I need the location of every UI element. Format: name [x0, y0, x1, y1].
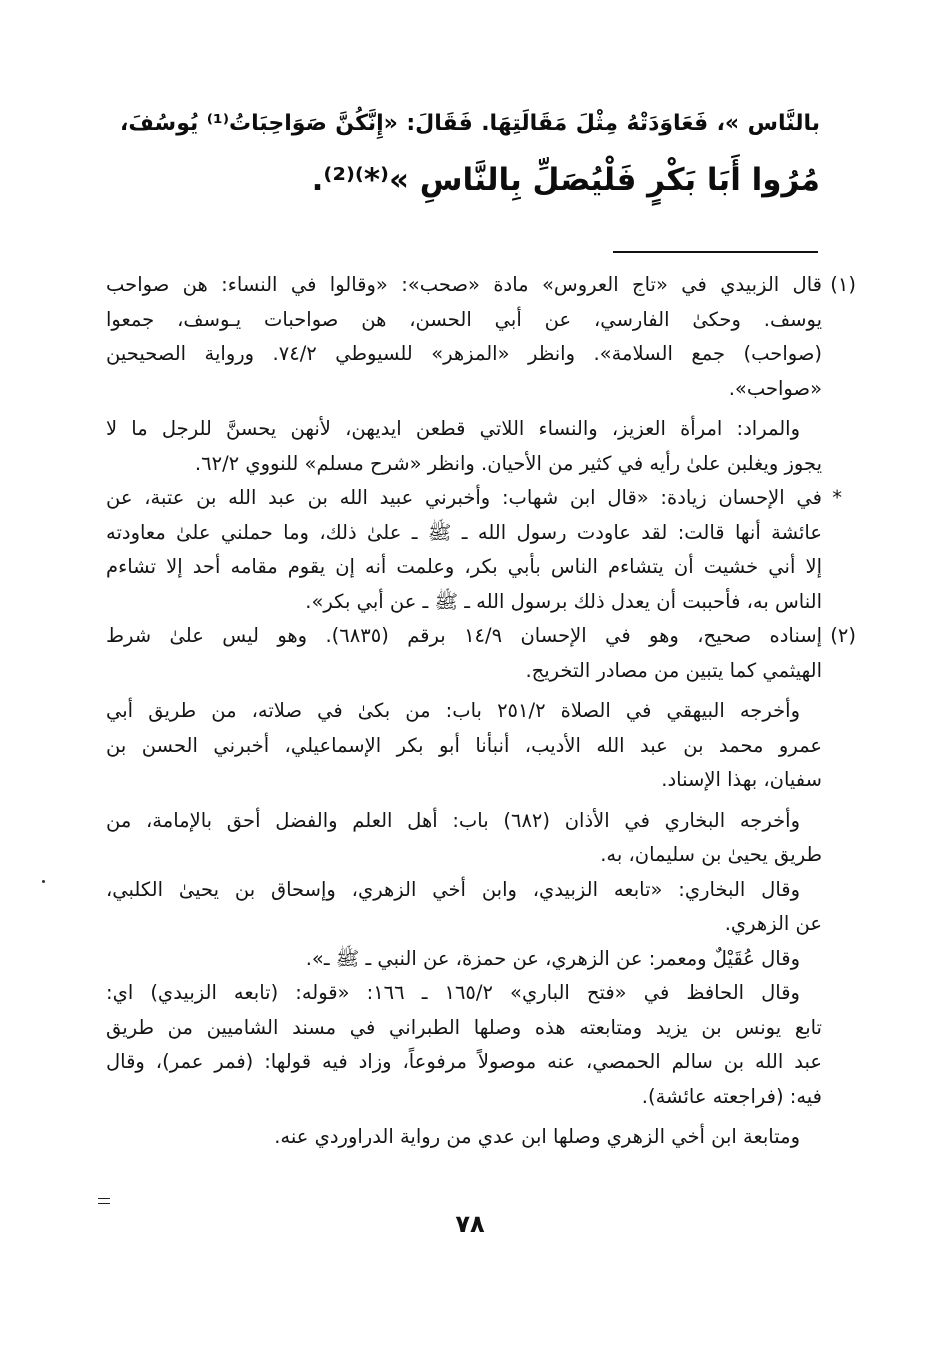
hafiz-line: وقال الحافظ في «فتح الباري» ١٦٥/٢ ـ ١٦٦: «قوله: (تابعه الزبيدي) اي:	[106, 981, 800, 1004]
bayhaqi-paragraph	[106, 694, 822, 798]
footnote-star-line: الناس به، فأحببت أن يعدل ذلك برسول الله ـ ﷺ ـ عن أبي بكر».	[305, 589, 822, 613]
mutabaa-paragraph	[106, 1120, 822, 1155]
main-text-line-2: مُرُوا أَبَا بَكْرٍ فَلْيُصَلِّ بِالنَّاسِ »⁽*⁾⁽²⁾.	[311, 162, 820, 198]
bukhari-said-line: وقال البخاري: «تابعه الزبيدي، وابن أخي الزهري، وإسحاق بن يحيىٰ الكلبي،	[106, 877, 800, 901]
mutabaa-line: ومتابعة ابن أخي الزهري وصلها ابن عدي من رواية الدراوردي عنه.	[274, 1125, 800, 1148]
bayhaqi-line: سفيان، بهذا الإسناد.	[661, 768, 822, 791]
hafiz-line: فيه: (فراجعته عائشة).	[641, 1084, 822, 1108]
footnote-star-line: في الإحسان زيادة: «قال ابن شهاب: وأخبرني عبيد الله بن عبد الله بن عتبة، عن	[106, 486, 822, 509]
bayhaqi-line: وأخرجه البيهقي في الصلاة ٢٥١/٢ باب: من بكىٰ في صلاته، من طريق أبي	[106, 699, 800, 722]
page-number: ٧٨	[455, 1210, 485, 1238]
footnotes	[106, 268, 856, 1155]
main-text	[120, 96, 820, 208]
bukhari-said-line: عن الزهري.	[724, 912, 822, 935]
footnote-star-line: عائشة أنها قالت: لقد عاودت رسول الله ـ ﷺ ـ علىٰ ذلك، وما حملني علىٰ معاودته	[106, 520, 822, 544]
footnote-star-mark: *	[832, 486, 842, 509]
uqayl-line: وقال عُقَيْلٌ ومعمر: عن الزهري، عن حمزة، عن النبي ـ ﷺ ـ».	[305, 946, 800, 970]
footnote-star	[106, 481, 842, 619]
margin-mark	[98, 1198, 110, 1204]
footnote-1-number: (١)	[830, 273, 856, 296]
explanation-line: والمراد: امرأة العزيز، والنساء اللاتي قطعن ايديهن، لأنهن يحسنَّ للرجل ما لا	[106, 417, 800, 440]
footnote-star-line: إلا أني خشيت أن يتشاءم الناس بأبي بكر، وعلمت أنه إن يقوم مقامه أحد إلا تشاءم	[106, 555, 822, 578]
hafiz-line: عبد الله بن سالم الحمصي، عنه موصولاً مرفوعاً، وزاد فيه قولها: (فمر عمر)، وقال	[106, 1050, 822, 1073]
footnote-1-line: «صواحب».	[728, 376, 822, 400]
footnote-2-line: إسناده صحيح، وهو في الإحسان ١٤/٩ برقم (٦٨٣٥). وهو ليس علىٰ شرط	[106, 624, 822, 647]
footnote-1-line: (صواحب) جمع السلامة». وانظر «المزهر» للسيوطي ٧٤/٢. ورواية الصحيحين	[106, 342, 822, 365]
uqayl-paragraph	[106, 942, 822, 977]
footnote-1-line: يوسف. وحكىٰ الفارسي، عن أبي الحسن، هن صواحبات يـوسف، جمعوا	[106, 307, 822, 331]
footnote-1	[106, 268, 856, 406]
hafiz-paragraph	[106, 976, 822, 1114]
footnote-2-line: الهيثمي كما يتبين من مصادر التخريج.	[525, 658, 822, 682]
main-text-line-1: بالنَّاس »، فَعَاوَدَتْهُ مِثْلَ مَقَالَتِهَا. فَقَالَ: «إِنَّكُنَّ صَوَاحِبَاتُ⁽¹⁾ يُوسُفَ،	[120, 111, 820, 136]
bayhaqi-line: عمرو محمد بن عبد الله الأديب، أنبأنا أبو بكر الإسماعيلي، أخبرني الحسن بن	[106, 733, 822, 757]
page-speck	[42, 880, 45, 883]
footnote-separator	[613, 251, 818, 253]
bukhari-line: طريق يحيىٰ بن سليمان، به.	[600, 843, 822, 866]
footnote-1-line: قال الزبيدي في «تاج العروس» مادة «صحب»: «وقالوا في النساء: هن صواحب	[106, 273, 822, 296]
footnote-2-number: (٢)	[830, 624, 856, 647]
footnote-2	[106, 619, 856, 688]
bukhari-line: وأخرجه البخاري في الأذان (٦٨٢) باب: أهل العلم والفضل أحق بالإمامة، من	[106, 808, 801, 832]
footnote-1-explanation	[106, 412, 822, 481]
hafiz-line: تابع يونس بن يزيد ومتابعته هذه وصلها الطبراني في مسند الشاميين من طريق	[106, 1015, 822, 1039]
bukhari-said-paragraph	[106, 873, 822, 942]
bukhari-paragraph	[106, 804, 822, 873]
explanation-line: يجوز ويغلبن علىٰ رأيه في كثير من الأحيان. وانظر «شرح مسلم» للنووي ٦٢/٢.	[194, 451, 822, 475]
